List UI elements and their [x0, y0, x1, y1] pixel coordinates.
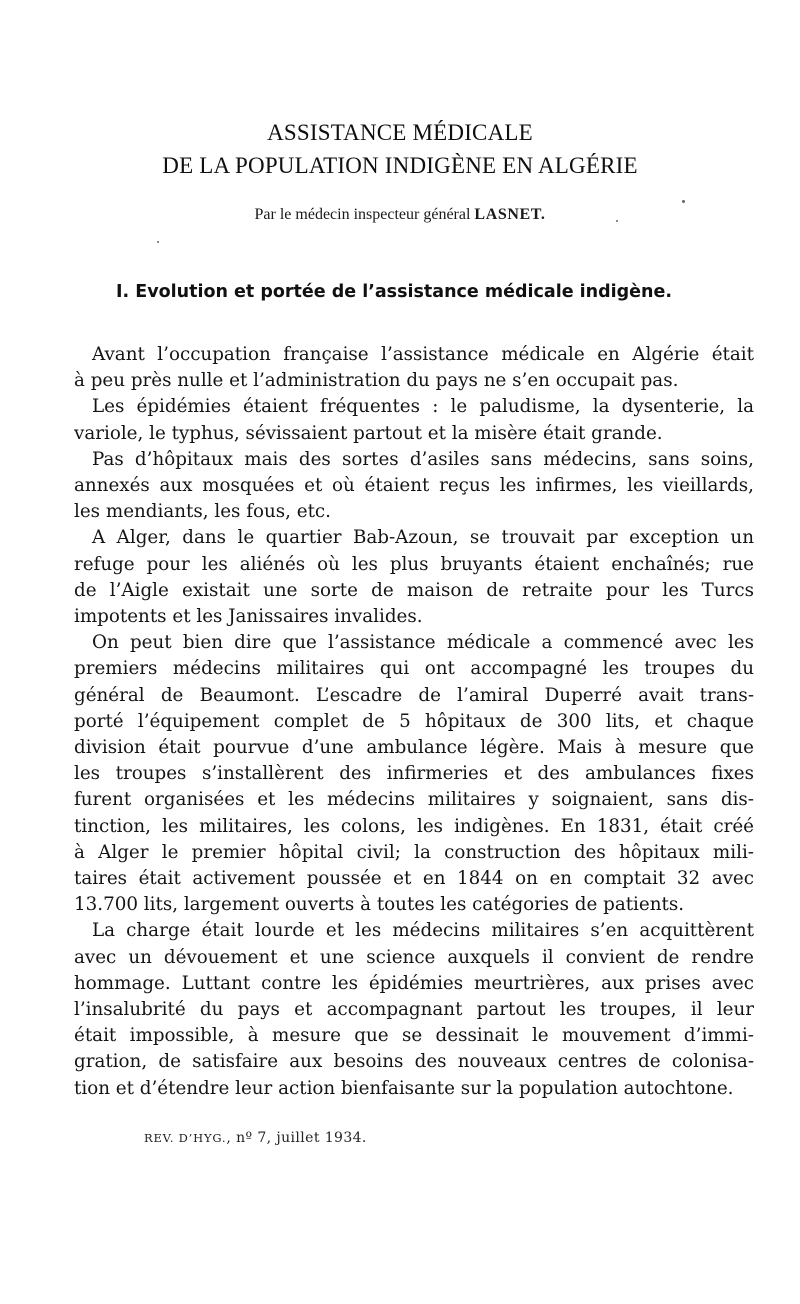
- title-line-2: DE LA POPULATION INDIGÈNE EN ALGÉRIE: [162, 153, 638, 178]
- section-heading: I. Evolution et portée de l’assistance médicale indigène.: [116, 282, 673, 302]
- scan-speck: [616, 220, 618, 222]
- paragraph: [74, 447, 754, 526]
- text-line: était impossible, à mesure que se dessinait le mouvement d’immi-: [74, 1025, 754, 1047]
- paragraph: [74, 918, 754, 1101]
- text-line: à Alger le premier hôpital civil; la construction des hôpitaux mili-: [74, 841, 754, 863]
- body-text: [74, 342, 754, 1102]
- page-footnote: [144, 1130, 367, 1146]
- text-line: tinction, les militaires, les colons, les indigènes. En 1831, était créé: [74, 815, 754, 837]
- footnote-issue: , nº 7, juillet 1934.: [226, 1130, 367, 1146]
- text-line: hommage. Luttant contre les épidémies meurtrières, aux prises avec: [74, 972, 754, 994]
- text-line: annexés aux mosquées et où étaient reçus les infirmes, les vieillards,: [74, 475, 754, 497]
- paragraph: [74, 394, 754, 446]
- text-line: Avant l’occupation française l’assistance médicale en Algérie était: [92, 344, 754, 365]
- text-line: variole, le typhus, sévissaient partout et la misère était grande.: [74, 422, 663, 444]
- text-line: général de Beaumont. L’escadre de l’amiral Duperré avait trans-: [74, 684, 754, 706]
- author-name: LASNET.: [474, 206, 546, 223]
- paragraph: [74, 630, 754, 918]
- text-line: les mendiants, les fous, etc.: [74, 501, 331, 523]
- text-line: avec un dévouement et une science auxquels il convient de rendre: [74, 946, 754, 968]
- author-byline: [0, 206, 800, 224]
- text-line: refuge pour les aliénés où les plus bruyants étaient enchaînés; rue: [74, 553, 754, 575]
- scan-speck: [682, 200, 685, 203]
- text-line: Pas d’hôpitaux mais des sortes d’asiles sans médecins, sans soins,: [92, 448, 754, 470]
- text-line: furent organisées et les médecins militaires y soignaient, sans dis-: [74, 789, 754, 811]
- title-line-1: ASSISTANCE MÉDICALE: [267, 120, 533, 145]
- footnote-journal: REV. D’HYG.: [144, 1131, 227, 1145]
- text-line: 13.700 lits, largement ouverts à toutes les catégories de patients.: [74, 894, 685, 916]
- text-line: La charge était lourde et les médecins militaires s’en acquittèrent: [92, 920, 754, 942]
- byline-prefix: Par le médecin inspecteur général: [254, 206, 471, 223]
- text-line: impotents et les Janissaires invalides.: [74, 606, 423, 628]
- article-title: [0, 116, 800, 182]
- text-line: de l’Aigle existait une sorte de maison de retraite pour les Turcs: [74, 579, 754, 601]
- text-line: Les épidémies étaient fréquentes : le paludisme, la dysenterie, la: [92, 396, 754, 418]
- text-line: taires était activement poussée et en 1844 on en comptait 32 avec: [74, 868, 754, 890]
- paragraph: [74, 525, 754, 630]
- text-line: gration, de satisfaire aux besoins des nouveaux centres de colonisa-: [74, 1051, 754, 1073]
- text-line: les troupes s’installèrent des infirmeries et des ambulances fixes: [74, 763, 754, 785]
- paragraph: [74, 342, 754, 394]
- text-line: premiers médecins militaires qui ont accompagné les troupes du: [74, 658, 754, 680]
- text-line: porté l’équipement complet de 5 hôpitaux de 300 lits, et chaque: [74, 710, 754, 732]
- scan-speck: [157, 241, 159, 243]
- text-line: l’insalubrité du pays et accompagnant partout les troupes, il leur: [74, 999, 754, 1021]
- text-line: A Alger, dans le quartier Bab-Azoun, se trouvait par exception un: [92, 527, 754, 549]
- text-line: On peut bien dire que l’assistance médicale a commencé avec les: [92, 632, 754, 654]
- text-line: tion et d’étendre leur action bienfaisante sur la population autochtone.: [74, 1077, 734, 1099]
- text-line: division était pourvue d’une ambulance légère. Mais à mesure que: [74, 737, 754, 759]
- text-line: à peu près nulle et l’administration du pays ne s’en occupait pas.: [74, 370, 679, 392]
